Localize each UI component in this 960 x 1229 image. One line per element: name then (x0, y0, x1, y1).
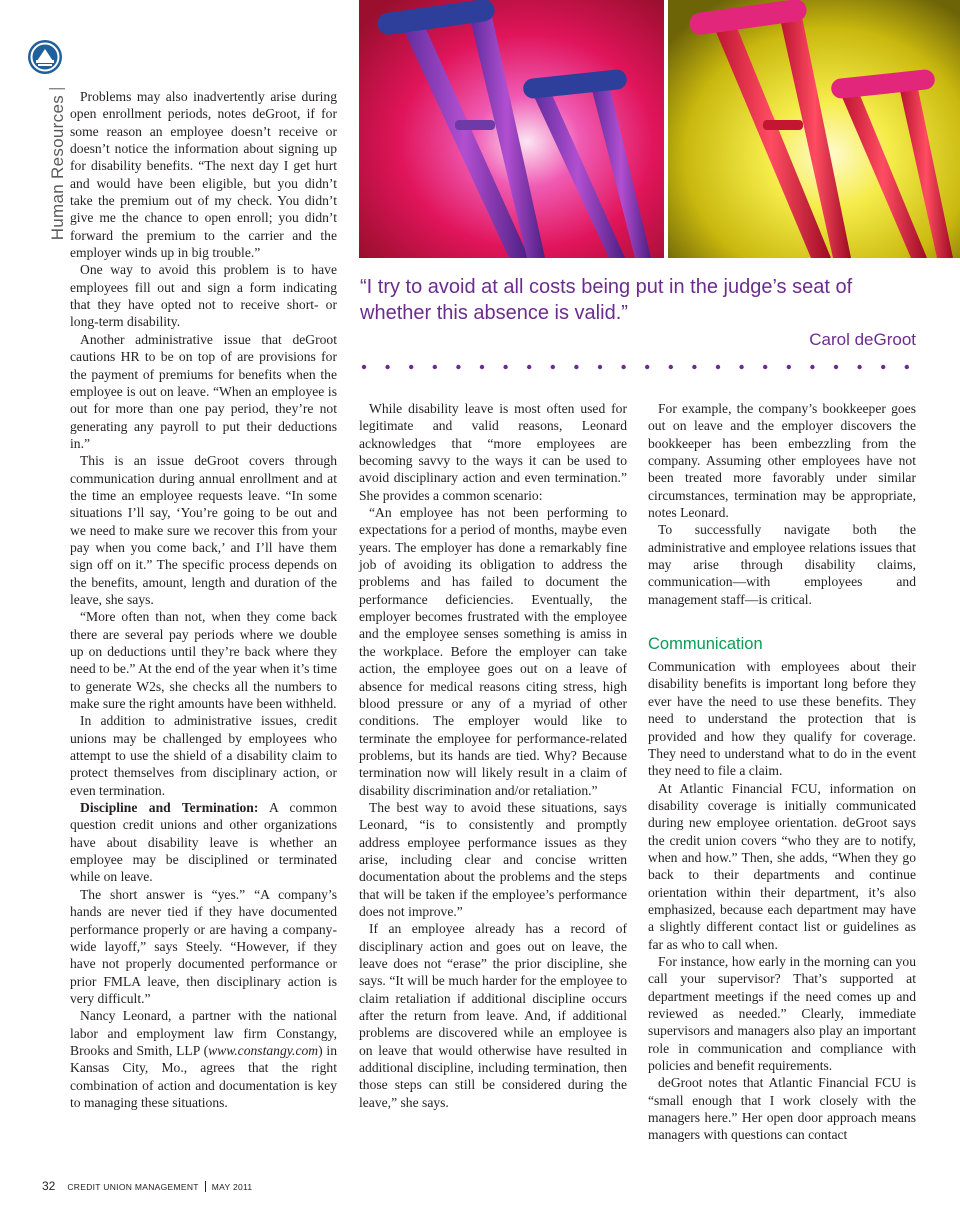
publication-name: CREDIT UNION MANAGEMENT (67, 1182, 199, 1192)
paragraph: Communication with employees about their disability benefits is important long before they ever have the need to use these benefits. They need to understand the protection that is provided and how they qualify for coverage. They need to understand what to do in the event they need to file a claim. (648, 659, 916, 779)
paragraph: To successfully navigate both the administrative and employee relations issues that may arise through disability claims, communication—with employees and management staff—is critical. (648, 522, 916, 607)
paragraph: In addition to administrative issues, credit unions may be challenged by employees who attempt to use the shield of a disability claim to protect themselves from disciplinary action, or even termination. (70, 713, 337, 798)
page-number: 32 (42, 1179, 56, 1193)
inline-heading: Discipline and Termination: (80, 800, 259, 816)
paragraph: deGroot notes that Atlantic Financial FCU is “small enough that I work closely with the managers here.” Her open door approach means managers with questions can contact (648, 1075, 916, 1143)
divider-dot (456, 365, 460, 369)
divider-dot (433, 365, 437, 369)
divider-dot (503, 365, 507, 369)
subhead-communication: Communication (648, 635, 763, 654)
section-label: Human Resources (48, 88, 68, 240)
crutches-photo (359, 0, 960, 258)
divider-dot (857, 365, 861, 369)
paragraph: The best way to avoid these situations, says Leonard, “is to consistently and promptly address employee performance issues as they arise, including clear and concise written documentation about the problems and the steps that will be taken if the employee’s performance does not improve.” (359, 799, 627, 919)
paragraph: This is an issue deGroot covers through communication during annual enrollment and at the time an employee requests leave. “In some situations I’ll say, ‘You’re going to be out and we need to make sure we recover this from your pay when you come back,’ and I’ll have them sign off on it.” The specific process depends on the benefits, amount, length and duration of the leave, she says. (70, 453, 337, 607)
divider-dot (480, 365, 484, 369)
paragraph: Another administrative issue that deGroot cautions HR to be on top of are provisions for the payment of premiums for benefits when the employee is out on leave. “When an employee is out for more than one pay period, they’re not generating any payroll to put their deductions in.” (70, 331, 337, 451)
paragraph: Discipline and Termination: A common question credit unions and other organizations have about disability leave is whether an employee may be disciplined or terminated while on leave. (70, 800, 337, 885)
paragraph: Nancy Leonard, a partner with the national labor and employment law firm Constangy, Brooks and Smith, LLP (www.constangy.com) in Kansas City, Mo., agrees that the right combination of action and documentation is key to managing these situations. (70, 1008, 337, 1110)
credit-union-management-logo-icon (27, 39, 63, 75)
divider-dot (905, 365, 909, 369)
article-column-1 (70, 88, 337, 1111)
article-column-2 (359, 400, 627, 1111)
divider-dot (645, 365, 649, 369)
dotted-divider (358, 362, 918, 372)
paragraph: For instance, how early in the morning can you call your supervisor? That’s supported at department meetings if the need comes up and reviewed as needed.” Clearly, immediate supervisors and managers also play an important role in communication and compliance with policies and benefit requirements. (648, 953, 916, 1074)
divider-dot (362, 365, 366, 369)
divider-dot (787, 365, 791, 369)
divider-dot (621, 365, 625, 369)
paragraph: For example, the company’s bookkeeper goes out on leave and the employer discovers the bookkeeper has been embezzling from the company. Assuming other employees have not been treated more favorably under similar circumstances, termination may be appropriate, notes Leonard. (648, 401, 916, 521)
paragraph: “More often than not, when they come back there are several pay periods where we double up on deductions until they’re back where they need to be.” At the end of the year when it’s time to generate W2s, she checks all the numbers to make sure the right amounts have been withheld. (70, 609, 337, 712)
divider-dot (598, 365, 602, 369)
divider-dot (739, 365, 743, 369)
pull-quote-author: Carol deGroot (809, 330, 916, 349)
pull-quote: “I try to avoid at all costs being put in the judge’s seat of whether this absence is valid.” (360, 276, 853, 324)
issue-date: MAY 2011 (211, 1182, 253, 1192)
paragraph: “An employee has not been performing to expectations for a period of months, maybe even years. The employer has done a remarkably fine job of avoiding its obligation to address the problems and has failed to document the performance deficiencies. Eventually, the employer becomes frustrated with the employee and the employee senses something is amiss in the workplace. Before the employer can take action, the employee goes out on a leave of absence for medical reasons citing stress, high blood pressure or any of a myriad of other conditions. The employer would like to terminate the employee for performance-related problems, but its hands are tied. Why? Because termination now will likely result in a claim of disability discrimination and/or retaliation.” (359, 505, 627, 798)
paragraph: If an employee already has a record of disciplinary action and goes out on leave, the leave does not “erase” the prior discipline, she says. “It will be much harder for the employee to claim retaliation if additional discipline occurs after the return from leave. And, if additional problems are discovered while an employee is on leave that would otherwise have resulted in additional discipline, including termination, then those steps can still be considered during the leave,” she says. (359, 921, 627, 1110)
divider-dot (409, 365, 413, 369)
divider-dot (385, 365, 389, 369)
paragraph: The short answer is “yes.” “A company’s hands are never tied if they have documented performance properly or are having a company-wide layoff,” says Steely. “However, if they have not properly documented performance or prior FMLA leave, then disciplinary action is very difficult.” (70, 886, 337, 1006)
paragraph: Problems may also inadvertently arise during open enrollment periods, notes deGroot, if for some reason an employee doesn’t receive or doesn’t notice the information about signing up for disability benefits. “The next day I get hurt and would have been eligible, but you didn’t take the premium out of my check. You didn’t give me the chance to open enroll; you didn’t forward the premium to the carrier and the employer winds up in big trouble.” (70, 89, 337, 261)
divider-dot (669, 365, 673, 369)
paragraph: At Atlantic Financial FCU, information on disability coverage is initially communicated during new employee orientation. deGroot says the credit union covers “who they are to notify, when and how.” Then, she adds, “When they go back to their departments and continue orientation within their department, it’s also emphasized, because each department may have a slightly different contact list or guidelines as far as who to call when. (648, 780, 916, 952)
website-link[interactable]: www.constangy.com (208, 1042, 319, 1058)
article-column-3 (648, 400, 916, 1144)
paragraph: While disability leave is most often used for legitimate and valid reasons, Leonard acknowledges that “more employees are becoming savvy to the ways it can be used to avoid disciplinary action and even termination.” She provides a common scenario: (359, 401, 627, 503)
paragraph: One way to avoid this problem is to have employees fill out and sign a form indicating that they have opted not to receive short- or long-term disability. (70, 262, 337, 330)
divider-dot (551, 365, 555, 369)
divider-dot (763, 365, 767, 369)
divider-dot (881, 365, 885, 369)
divider-dot (692, 365, 696, 369)
divider-dot (716, 365, 720, 369)
page-footer (42, 1177, 252, 1195)
divider-dot (834, 365, 838, 369)
divider-dot (527, 365, 531, 369)
divider-dot (810, 365, 814, 369)
divider-dot (574, 365, 578, 369)
